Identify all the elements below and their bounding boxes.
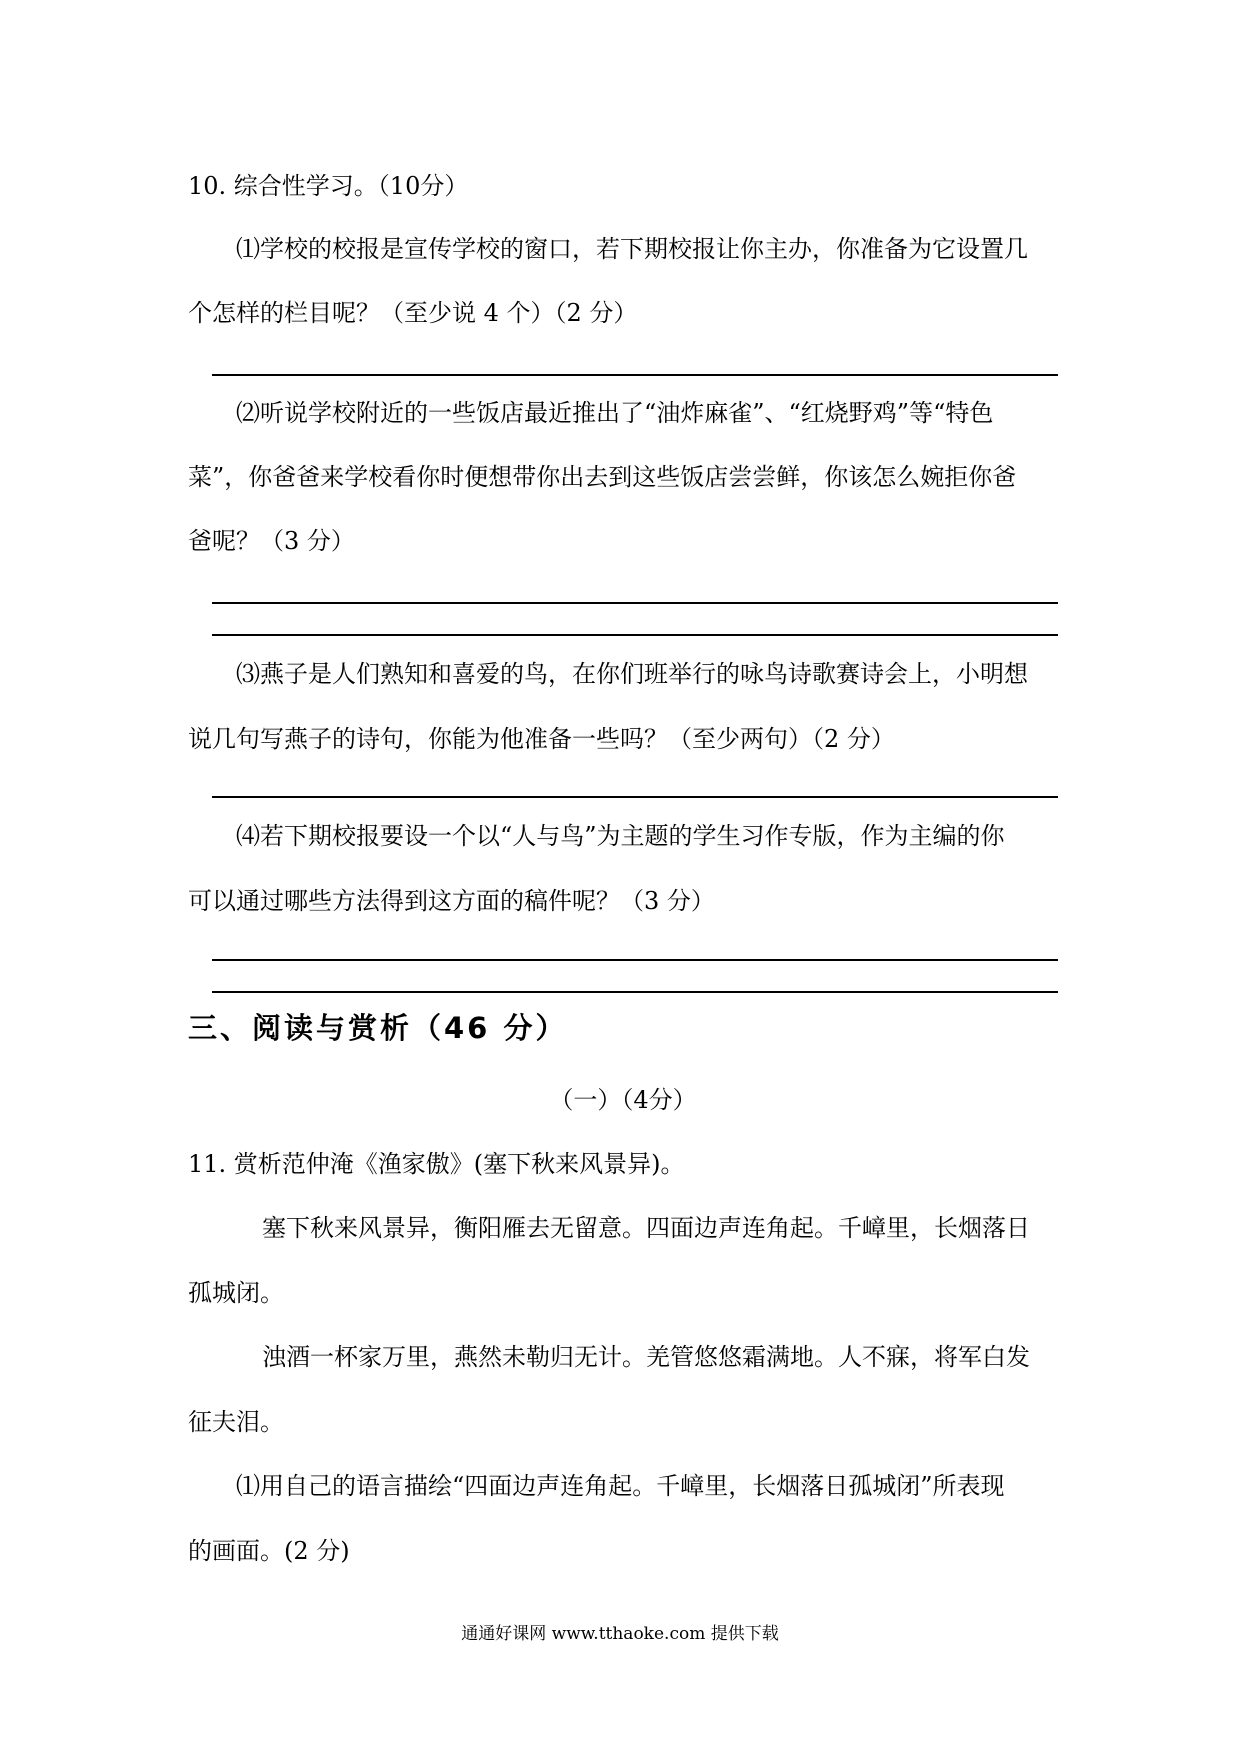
answer-line[interactable] — [212, 602, 1058, 604]
text-line: ⑵听说学校附近的一些饭店最近推出了“油炸麻雀”、“红烧野鸡”等“特色 — [236, 399, 994, 427]
text-line: 可以通过哪些方法得到这方面的稿件呢？（3 分） — [188, 887, 715, 915]
poem-line: 浊酒一杯家万里，燕然未勒归无计。羌管悠悠霜满地。人不寐，将军白发 — [262, 1343, 1030, 1371]
text-line: ⑴学校的校报是宣传学校的窗口，若下期校报让你主办，你准备为它设置几 — [236, 235, 1028, 263]
poem-line: 孤城闭。 — [188, 1279, 284, 1307]
text-line: ⑷若下期校报要设一个以“人与鸟”为主题的学生习作专版，作为主编的你 — [236, 822, 1005, 850]
text-line: 爸呢？（3 分） — [188, 527, 355, 555]
question-10-title: 10. 综合性学习。（10分） — [188, 172, 469, 200]
answer-line[interactable] — [212, 991, 1058, 993]
text-line: ⑴用自己的语言描绘“四面边声连角起。千嶂里，长烟落日孤城闭”所表现 — [236, 1472, 1005, 1500]
question-11-title: 11. 赏析范仲淹《渔家傲》(塞下秋来风景异)。 — [188, 1150, 685, 1178]
text-line: 说几句写燕子的诗句，你能为他准备一些吗？（至少两句）（2 分） — [188, 725, 895, 753]
text-line: ⑶燕子是人们熟知和喜爱的鸟，在你们班举行的咏鸟诗歌赛诗会上，小明想 — [236, 660, 1028, 688]
answer-line[interactable] — [212, 796, 1058, 798]
answer-line[interactable] — [212, 959, 1058, 961]
subsection-title: （一）（4分） — [549, 1086, 697, 1114]
answer-line[interactable] — [212, 634, 1058, 636]
text-line: 菜”，你爸爸来学校看你时便想带你出去到这些饭店尝尝鲜，你该怎么婉拒你爸 — [188, 463, 1017, 491]
text-line: 的画面。(2 分) — [188, 1537, 350, 1565]
answer-line[interactable] — [212, 374, 1058, 376]
page-footer: 通通好课网 www.tthaoke.com 提供下载 — [461, 1624, 779, 1644]
section-heading: 三、阅读与赏析（46 分） — [188, 1011, 568, 1045]
poem-line: 塞下秋来风景异，衡阳雁去无留意。四面边声连角起。千嶂里，长烟落日 — [262, 1214, 1030, 1242]
text-line: 个怎样的栏目呢？（至少说 4 个）（2 分） — [188, 299, 638, 327]
poem-line: 征夫泪。 — [188, 1408, 284, 1436]
